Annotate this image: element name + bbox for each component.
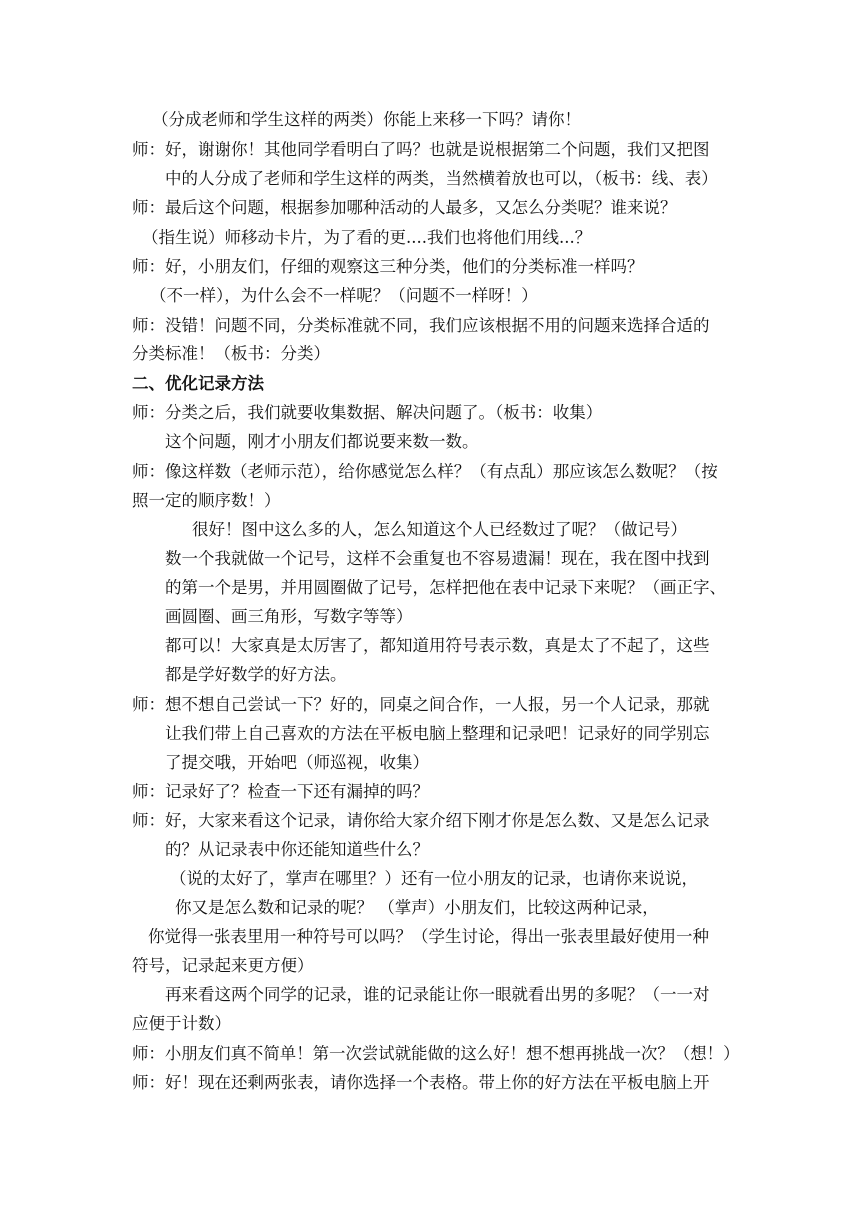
text-line: 照一定的顺序数！） [132, 491, 281, 510]
text-line: （不一样），为什么会不一样呢？（问题不一样呀！） [150, 286, 538, 305]
text-line: 师：记录好了？检查一下还有漏掉的吗？ [132, 782, 429, 801]
text-line: （分成老师和学生这样的两类）你能上来移一下吗？请你！ [152, 110, 581, 129]
section-heading: 二、优化记录方法 [132, 374, 264, 393]
text-line: 都可以！大家真是太厉害了，都知道用符号表示数，真是太了不起了，这些 [165, 636, 710, 655]
text-line: 很好！图中这么多的人，怎么知道这个人已经数过了呢？（做记号） [192, 520, 687, 539]
text-line: 画圆圈、画三角形，写数字等等） [165, 607, 413, 626]
text-line: 了提交哦，开始吧（师巡视，收集） [165, 753, 429, 772]
text-line: 再来看这两个同学的记录，谁的记录能让你一眼就看出男的多呢？（一一对 [165, 985, 710, 1004]
text-line: 师：没错！问题不同，分类标准就不同，我们应该根据不用的问题来选择合适的 [132, 316, 710, 335]
text-line: 师：想不想自己尝试一下？好的，同桌之间合作，一人报，另一个人记录，那就 [132, 695, 710, 714]
text-line: 师：小朋友们真不简单！第一次尝试就能做的这么好！想不想再挑战一次？（想！） [132, 1044, 740, 1063]
text-line: （指生说）师移动卡片，为了看的更....我们也将他们用线...？ [142, 228, 592, 247]
text-line: 师：好，大家来看这个记录，请你给大家介绍下刚才你是怎么数、又是怎么记录 [132, 811, 710, 830]
text-line: 的？从记录表中你还能知道些什么？ [165, 840, 429, 859]
text-line: （说的太好了，掌声在哪里？）还有一位小朋友的记录，也请你来说说， [170, 869, 698, 888]
text-line: 的第一个是男，并用圆圈做了记号，怎样把他在表中记录下来呢？（画正字、 [165, 578, 726, 597]
text-line: 师：最后这个问题，根据参加哪种活动的人最多，又怎么分类呢？谁来说？ [132, 198, 677, 217]
text-line: 师：分类之后，我们就要收集数据、解决问题了。（板书：收集） [132, 403, 603, 422]
text-line: 你又是怎么数和记录的呢？ （掌声）小朋友们，比较这两种记录， [175, 898, 659, 917]
text-line: 中的人分成了老师和学生这样的两类，当然横着放也可以，（板书：线、表） [165, 169, 718, 188]
text-line: 你觉得一张表里用一种符号可以吗？（学生讨论，得出一张表里最好使用一种 [148, 927, 709, 946]
text-line: 应便于计数） [132, 1014, 231, 1033]
text-line: 这个问题，刚才小朋友们都说要来数一数。 [165, 432, 479, 451]
text-line: 师：好，谢谢你！其他同学看明白了吗？也就是说根据第二个问题，我们又把图 [132, 140, 710, 159]
text-line: 都是学好数学的好方法。 [165, 665, 347, 684]
text-line: 师：好！现在还剩两张表，请你选择一个表格。带上你的好方法在平板电脑上开 [132, 1073, 710, 1092]
text-line: 分类标准！（板书：分类） [132, 344, 330, 363]
text-line: 让我们带上自己喜欢的方法在平板电脑上整理和记录吧！记录好的同学别忘 [165, 724, 710, 743]
text-line: 数一个我就做一个记号，这样不会重复也不容易遗漏！现在，我在图中找到 [165, 549, 710, 568]
text-line: 师：好，小朋友们，仔细的观察这三种分类，他们的分类标准一样吗？ [132, 257, 644, 276]
text-line: 符号，记录起来更方便） [132, 956, 314, 975]
text-line: 师：像这样数（老师示范），给你感觉怎么样？（有点乱）那应该怎么数呢？（按 [132, 462, 718, 481]
